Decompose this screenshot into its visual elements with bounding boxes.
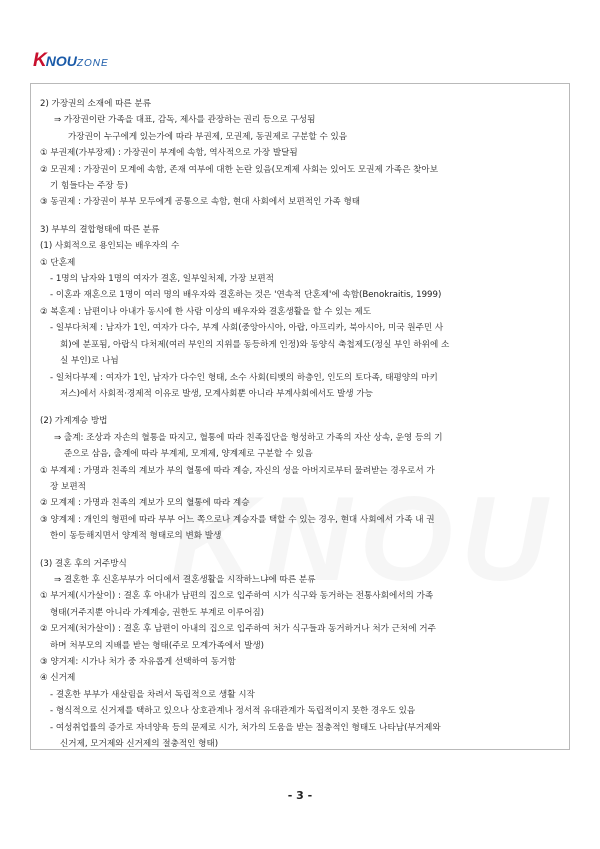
text-line: ③ 양계제 : 개인의 형편에 따라 부부 어느 쪽으로나 계승자를 택할 수 있는 경우, 현대 사회에서 가족 내 권 bbox=[40, 514, 435, 525]
page-number: - 3 - bbox=[287, 789, 313, 802]
text-line: ③ 양거제: 시가나 처가 중 자유롭게 선택하여 동거함 bbox=[40, 657, 236, 667]
text-line: 장 보편적 bbox=[50, 481, 86, 492]
spacer bbox=[40, 402, 560, 413]
spacer bbox=[40, 545, 560, 556]
text-line: 3) 부부의 결합형태에 따른 분류 bbox=[40, 224, 160, 235]
text-line: 2) 가장권의 소재에 따른 분류 bbox=[40, 99, 152, 109]
text-line: ① 부권제(가부장제) : 가장권이 부계에 속함, 역사적으로 가장 발달됨 bbox=[40, 148, 298, 159]
text-line: 실 부인)로 나뉨 bbox=[60, 356, 119, 367]
knouzone-logo bbox=[33, 50, 109, 70]
text-line: ② 모계제 : 가명과 친족의 계보가 모의 혈통에 따라 계승 bbox=[40, 498, 250, 509]
text-line: ② 모거제(처가살이) : 결혼 후 남편이 아내의 집으로 입주하여 처가 식구들과 동거하거나 처가 근처에 거주 bbox=[40, 624, 436, 635]
text-line: 기 힘들다는 주장 등) bbox=[50, 181, 128, 192]
spacer bbox=[40, 211, 560, 222]
text-line: (1) 사회적으로 용인되는 배우자의 수 bbox=[40, 241, 180, 252]
text-line: - 이혼과 재혼으로 1명이 여러 명의 배우자와 결혼하는 것은 '연속적 단혼제'에 속함(Benokraitis, 1999) bbox=[50, 290, 442, 301]
text-line: - 여성취업률의 증가로 자녀양육 등의 문제로 시가, 처가의 도움을 받는 절충적인 형태도 나타남(부거제와 bbox=[50, 722, 441, 733]
document-body bbox=[40, 96, 560, 752]
text-line: ② 복혼제 : 남편이나 아내가 동시에 한 사람 이상의 배우자와 결혼생활을 할 수 있는 제도 bbox=[40, 306, 372, 317]
text-line: 회)에 분포됨, 아랍식 다처제(여러 부인의 지위를 동등하게 인정)와 동양식 축첩제도(정실 부인 하위에 소 bbox=[60, 339, 450, 350]
text-line: - 형식적으로 신거제를 택하고 있으나 상호관계나 정서적 유대관계가 독립적이지 못한 경우도 있음 bbox=[50, 706, 416, 717]
text-line: ⇒ 가장권이란 가족을 대표, 감독, 제사를 관장하는 권리 등으로 구성됨 bbox=[54, 115, 316, 126]
text-line: 가장권이 누구에게 있는가에 따라 부권제, 모권제, 동권제로 구분할 수 있음 bbox=[68, 131, 348, 142]
text-line: ③ 동권제 : 가장권이 부부 모두에게 공통으로 속함, 현대 사회에서 보편적인 가족 형태 bbox=[40, 197, 361, 208]
text-line: ① 단혼제 bbox=[40, 257, 76, 268]
text-line: 저스)에서 사회적·경제적 이유로 발생, 모계사회뿐 아니라 부계사회에서도 발생 가능 bbox=[60, 388, 373, 399]
text-line: 준으로 삼음, 출계에 따라 부계제, 모계제, 양계제로 구분할 수 있음 bbox=[64, 449, 313, 460]
text-line: ① 부거제(시가살이) : 결혼 후 아내가 남편의 집으로 입주하여 시가 식구와 동거하는 전통사회에서의 가족 bbox=[40, 591, 434, 602]
text-line: - 일부다처제 : 남자가 1인, 여자가 다수, 부계 사회(중앙아시아, 아랍, 아프리카, 북아시아, 미국 원주민 사 bbox=[50, 323, 444, 334]
text-line: ② 모권제 : 가장권이 모계에 속함, 존재 여부에 대한 논란 있음(모계제 사회는 있어도 모권제 가족은 찾아보 bbox=[40, 164, 439, 175]
text-line: (3) 결혼 후의 거주방식 bbox=[40, 558, 127, 569]
text-line: ④ 신거제 bbox=[40, 673, 76, 684]
text-line: 한이 동등해지면서 양계적 형태로의 변화 발생 bbox=[50, 531, 222, 542]
text-line: (2) 가계계승 방법 bbox=[40, 416, 108, 427]
text-line: 형태(거주지뿐 아니라 가계계승, 권한도 부계로 이루어짐) bbox=[50, 607, 265, 618]
text-line: - 1명의 남자와 1명의 여자가 결혼, 일부일처제, 가장 보편적 bbox=[50, 274, 274, 285]
text-line: ⇒ 결혼한 후 신혼부부가 어디에서 결혼생활을 시작하느냐에 따른 분류 bbox=[54, 574, 316, 585]
text-line: 신거제, 모거제와 신거제의 절충적인 형태) bbox=[60, 739, 219, 750]
logo-zone: ZONE bbox=[76, 58, 109, 69]
text-line: 하며 처부모의 지배를 받는 형태(주로 모계가족에서 발생) bbox=[50, 640, 265, 651]
text-line: ① 부계제 : 가명과 친족의 계보가 부의 혈통에 따라 계승, 자신의 성을 아버지로부터 물려받는 경우로서 가 bbox=[40, 465, 435, 476]
logo-nou: NOU bbox=[45, 53, 77, 69]
text-line: ⇒ 출계: 조상과 자손의 혈통을 따지고, 혈통에 따라 친족집단을 형성하고 가족의 자산 상속, 운영 등의 기 bbox=[54, 432, 443, 443]
text-line: - 결혼한 부부가 새살림을 차려서 독립적으로 생활 시작 bbox=[50, 689, 255, 700]
logo-letter-k: K bbox=[33, 50, 46, 71]
text-line: - 일처다부제 : 여자가 1인, 남자가 다수인 형태, 소수 사회(티벳의 하층인, 인도의 토다족, 태평양의 마키 bbox=[50, 372, 438, 383]
